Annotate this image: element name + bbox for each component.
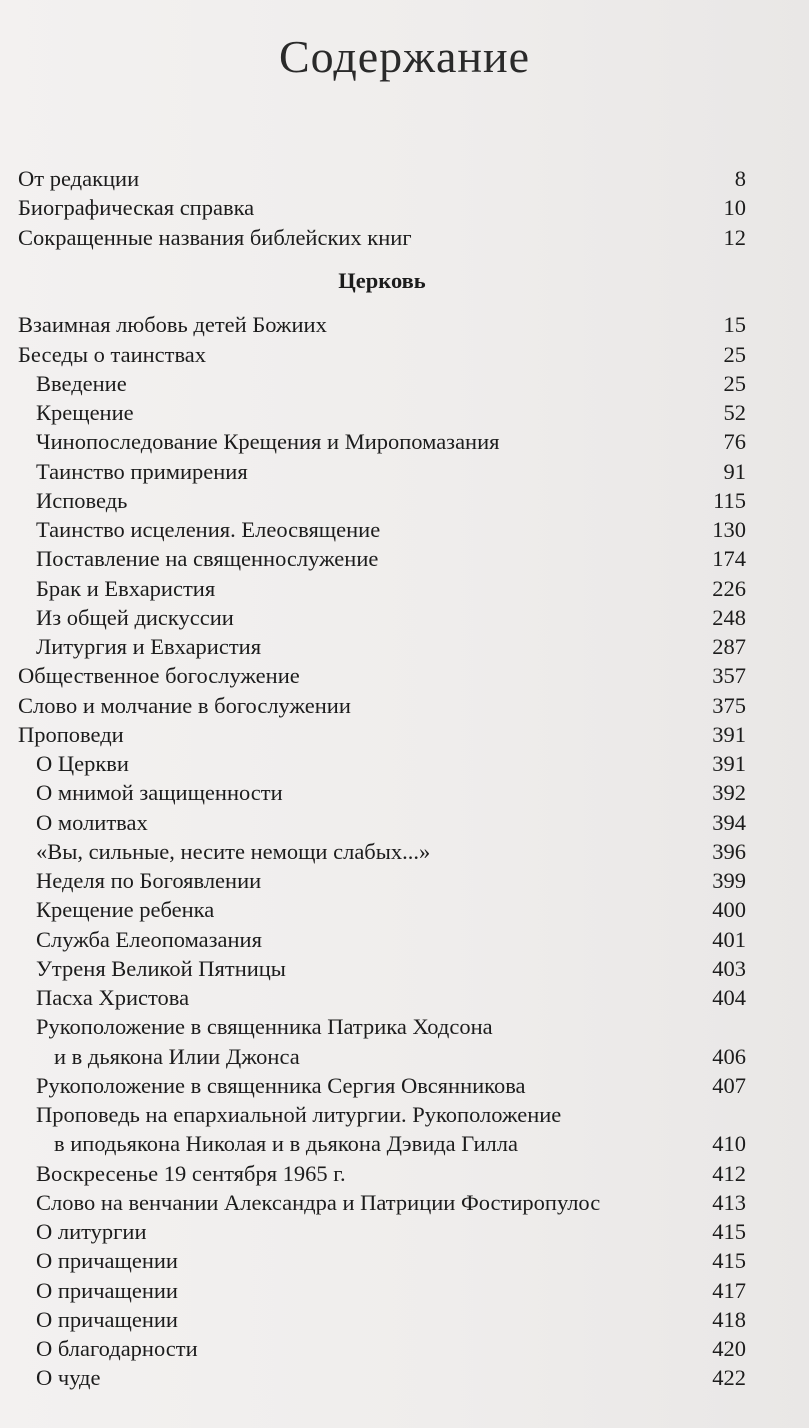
toc-entry-page: 404 <box>712 985 746 1010</box>
toc-entry-page: 410 <box>712 1131 746 1157</box>
toc-entry-label: О Церкви <box>36 751 129 776</box>
toc-entry <box>18 310 746 339</box>
toc-entry-page: 375 <box>712 692 746 718</box>
toc-subentry <box>18 1305 746 1334</box>
toc-entry-label: Крещение ребенка <box>36 897 215 923</box>
toc-entry <box>18 691 746 720</box>
toc-subentry <box>18 954 746 983</box>
toc-entry-page: 12 <box>723 224 746 250</box>
toc-entry-label: Таинство примирения <box>36 458 248 484</box>
toc-entry-label: О молитвах <box>36 809 148 835</box>
toc-entry-label: О литургии <box>36 1219 147 1244</box>
toc-entry-label-line2: и в дьякона Илии Джонса <box>54 1043 300 1069</box>
toc-entry-label: Слово на венчании Александра и Патриции Фостиропулос <box>36 1189 601 1215</box>
toc-entry-label: Пасха Христова <box>36 985 190 1010</box>
toc-entry-label: Воскресенье 19 сентября 1965 г. <box>36 1160 346 1186</box>
toc-subentry <box>18 983 746 1012</box>
toc-entry-label: Слово и молчание в богослужении <box>18 692 351 718</box>
toc-entry-page: 396 <box>712 838 746 864</box>
toc-entry-label: Из общей дискуссии <box>36 604 234 630</box>
toc-entry-label-line1: Рукоположение в священника Патрика Ходсона <box>36 1014 493 1040</box>
toc-entry <box>18 164 746 193</box>
toc-entry-label: О чуде <box>36 1365 101 1391</box>
toc-entry-label: «Вы, сильные, несите немощи слабых...» <box>36 838 431 864</box>
toc-entry-label: Служба Елеопомазания <box>36 926 262 952</box>
toc-entry-label: Поставление на священнослужение <box>36 546 379 572</box>
toc-entry-label: Биографическая справка <box>18 195 255 221</box>
toc-entry-label-line2: в иподьякона Николая и в дьякона Дэвида Гилла <box>54 1131 518 1157</box>
toc-subentry <box>18 1246 746 1275</box>
toc-entry-page: 391 <box>712 751 746 776</box>
toc-subentry <box>18 837 746 866</box>
toc-entry-label: Неделя по Богоявлении <box>36 868 262 893</box>
toc-entry-label: Общественное богослужение <box>18 663 300 689</box>
toc-entry-page: 412 <box>712 1160 746 1186</box>
toc-entry-label <box>36 1012 493 1071</box>
toc-subentry <box>18 515 746 544</box>
toc-subentry <box>18 457 746 486</box>
toc-subentry <box>18 1159 746 1188</box>
toc-entry-label: Утреня Великой Пятницы <box>36 955 286 981</box>
toc-subentry <box>18 895 746 924</box>
toc-entry-page: 401 <box>712 926 746 952</box>
toc-entry <box>18 223 746 252</box>
toc-entry-label-line1: Проповедь на епархиальной литургии. Рукоположение <box>36 1102 562 1127</box>
toc-entry-page: 76 <box>723 429 746 455</box>
toc-subentry <box>18 1071 746 1100</box>
toc-entry-page: 413 <box>712 1189 746 1215</box>
toc-entry-page: 226 <box>712 575 746 601</box>
toc-entry-page: 418 <box>712 1306 746 1332</box>
toc-entry-page: 406 <box>712 1043 746 1069</box>
toc-subentry <box>18 1100 746 1159</box>
toc-entry-page: 415 <box>712 1219 746 1244</box>
toc-entry <box>18 193 746 222</box>
toc-entry-page: 91 <box>723 458 746 484</box>
toc-subentry <box>18 486 746 515</box>
toc-entry-label: Брак и Евхаристия <box>36 575 216 601</box>
toc-subentry <box>18 369 746 398</box>
toc-entry <box>18 340 746 369</box>
toc-entry-page: 25 <box>723 370 746 396</box>
toc-entry-page: 8 <box>734 166 746 191</box>
toc-entry-page: 407 <box>712 1072 746 1098</box>
toc-entry-label <box>36 1100 561 1159</box>
toc-subentry <box>18 544 746 573</box>
toc-entry-page: 420 <box>712 1336 746 1361</box>
toc-entry-page: 115 <box>713 487 746 513</box>
toc-entry-page: 422 <box>712 1365 746 1391</box>
toc-entry-page: 130 <box>712 517 746 542</box>
toc-subentry <box>18 1276 746 1305</box>
toc-entry <box>18 661 746 690</box>
toc-entry-label: Исповедь <box>36 487 128 513</box>
toc-subentry <box>18 603 746 632</box>
toc-entry-page: 415 <box>712 1248 746 1274</box>
toc-entry-label: О причащении <box>36 1277 178 1303</box>
toc-subentry <box>18 574 746 603</box>
toc-entry-page: 391 <box>712 721 746 747</box>
toc-subentry <box>18 808 746 837</box>
toc-subentry <box>18 925 746 954</box>
toc-entry-page: 403 <box>712 955 746 981</box>
toc-entry-label: Введение <box>36 370 127 396</box>
section-heading <box>18 252 746 311</box>
toc-subentry <box>18 778 746 807</box>
toc-entry-page: 248 <box>712 604 746 630</box>
toc-entry-label: Беседы о таинствах <box>18 341 207 367</box>
toc-entry-label: О мнимой защищенности <box>36 780 283 806</box>
toc-entry-page: 287 <box>712 634 746 659</box>
toc-entry-page: 15 <box>723 312 746 338</box>
toc-entry-label: Рукоположение в священника Сергия Овсянникова <box>36 1072 526 1098</box>
toc-entry-page: 25 <box>723 341 746 367</box>
toc-entry-label: О благодарности <box>36 1336 198 1361</box>
toc-subentry <box>18 749 746 778</box>
toc-entry-page: 417 <box>712 1277 746 1303</box>
toc-entry-page: 394 <box>712 809 746 835</box>
toc-entry-page: 357 <box>712 663 746 689</box>
toc-entry-page: 174 <box>712 546 746 572</box>
toc-entry-label: От редакции <box>18 166 140 191</box>
toc-entry-label: Сокращенные названия библейских книг <box>18 224 412 250</box>
toc-entry <box>18 720 746 749</box>
toc-entry-label: Литургия и Евхаристия <box>36 634 262 659</box>
toc-entry-page: 400 <box>712 897 746 923</box>
toc-entry-page: 399 <box>712 868 746 893</box>
toc-entry-page: 392 <box>712 780 746 806</box>
toc-subentry <box>18 866 746 895</box>
table-of-contents <box>18 164 746 1393</box>
toc-entry-label: О причащении <box>36 1248 178 1274</box>
toc-subentry <box>18 1217 746 1246</box>
toc-subentry <box>18 1188 746 1217</box>
toc-subentry <box>18 1363 746 1392</box>
toc-entry-label: О причащении <box>36 1306 178 1332</box>
toc-entry-label: Крещение <box>36 400 134 425</box>
toc-entry-page: 10 <box>723 195 746 221</box>
toc-subentry <box>18 1012 746 1071</box>
toc-entry-label: Чинопоследование Крещения и Миропомазания <box>36 429 500 455</box>
toc-subentry <box>18 427 746 456</box>
toc-subentry <box>18 632 746 661</box>
toc-entry-label: Проповеди <box>18 721 124 747</box>
toc-entry-label: Взаимная любовь детей Божиих <box>18 312 327 338</box>
page-title: Содержание <box>278 31 531 82</box>
toc-entry-page: 52 <box>723 400 746 425</box>
toc-subentry <box>18 1334 746 1363</box>
toc-entry-label: Таинство исцеления. Елеосвящение <box>36 517 381 542</box>
toc-subentry <box>18 398 746 427</box>
section-title: Церковь <box>338 267 426 293</box>
